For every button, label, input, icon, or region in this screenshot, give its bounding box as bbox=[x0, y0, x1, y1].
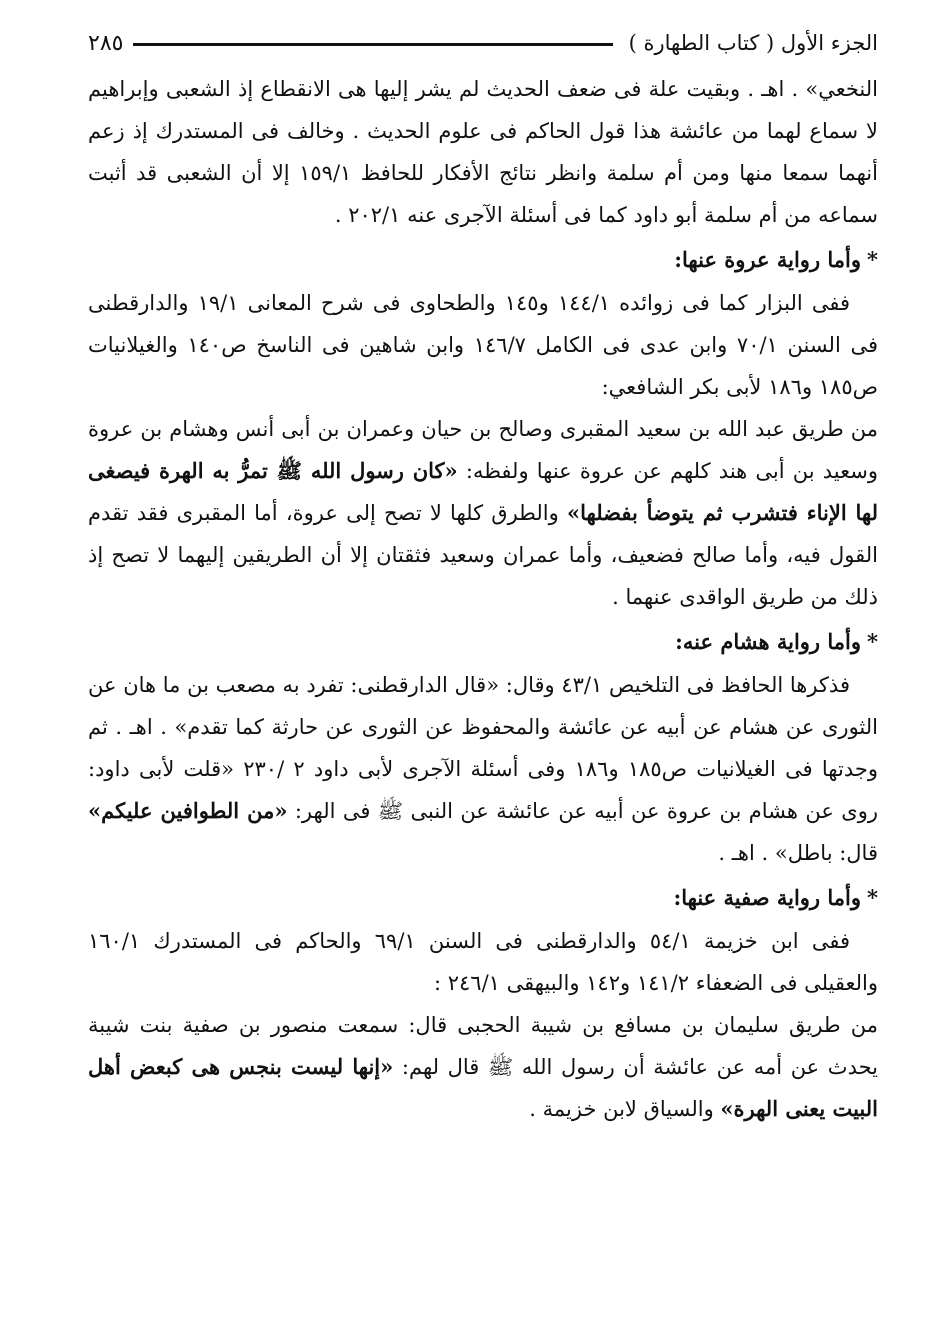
paragraph-text: فذكرها الحافظ فى التلخيص ٤٣/١ وقال: «قال الدارقطنى: تفرد به مصعب بن ما هان عن الثورى عن هشام عن أبيه عن عائشة والمحفوظ عن الثورى عن حارثة كما تقدم» . اهـ . ثم وجدتها فى الغيلانيات ص١٨٥ و١٨٦ وفى أسئلة الآجرى لأبى داود ٢ /٢٣٠ «قلت لأبى داود: روى عن هشام بن عروة عن أبيه عن عائشة عن النبى ﷺ فى الهر: bbox=[88, 673, 878, 823]
hadith-quote: «من الطوافين عليكم» bbox=[88, 798, 288, 823]
paragraph-text: من طريق عبد الله بن سعيد المقبرى وصالح بن حيان وعمران بن أبى أنس وهشام بن عروة وسعيد بن أبى هند كلهم عن عروة عنها ولفظه: bbox=[88, 417, 878, 483]
paragraph-urwa-sources bbox=[88, 282, 878, 408]
paragraph-text: قال: باطل» . اهـ . bbox=[718, 841, 878, 865]
page-header bbox=[88, 18, 878, 68]
paragraph-urwa-chains bbox=[88, 408, 878, 618]
paragraph-hisham bbox=[88, 664, 878, 874]
star-marker: * bbox=[867, 885, 878, 910]
paragraph-safiyya-sources bbox=[88, 920, 878, 1004]
star-marker: * bbox=[867, 247, 878, 272]
star-marker: * bbox=[867, 629, 878, 654]
heading-text: وأما رواية صفية عنها: bbox=[673, 885, 862, 910]
heading-text: وأما رواية عروة عنها: bbox=[674, 247, 862, 272]
paragraph-text: والطرق كلها لا تصح إلى عروة، أما المقبرى فقد تقدم القول فيه، وأما صالح فضعيف، وأما عمران وسعيد فثقتان إلا أن الطريقين إليهما لا تصح إذ ذلك من طريق الواقدى عنهما . bbox=[88, 501, 878, 609]
section-heading-urwa bbox=[88, 238, 878, 282]
paragraph-text: ففى ابن خزيمة ٥٤/١ والدارقطنى فى السنن ٦٩/١ والحاكم فى المستدرك ١٦٠/١ والعقيلى فى الضعفاء ١٤١/٢ و١٤٢ والبيهقى ٢٤٦/١ : bbox=[88, 929, 878, 995]
paragraph-text: والسياق لابن خزيمة . bbox=[529, 1097, 721, 1121]
hadith-quote: «إنها ليست بنجس هى كبعض أهل البيت يعنى الهرة» bbox=[88, 1054, 878, 1121]
section-heading-safiyya bbox=[88, 876, 878, 920]
section-heading-hisham bbox=[88, 620, 878, 664]
page bbox=[88, 18, 878, 1308]
heading-text: وأما رواية هشام عنه: bbox=[675, 629, 862, 654]
body-text bbox=[88, 68, 878, 1130]
paragraph-text: من طريق سليمان بن مسافع بن شيبة الحجبى قال: سمعت منصور بن صفية بنت شيبة يحدث عن أمه عن عائشة أن رسول الله ﷺ قال لهم: bbox=[88, 1013, 879, 1079]
paragraph-safiyya-chain bbox=[88, 1004, 878, 1130]
page-number: ٢٨٥ bbox=[88, 30, 124, 56]
paragraph-text: النخعي» . اهـ . وبقيت علة فى ضعف الحديث لم يشر إليها هى الانقطاع إذ الشعبى وإبراهيم لا سماع لهما من عائشة هذا قول الحاكم فى علوم الحديث . وخالف فى المستدرك إذ زعم أنهما سمعا منها ومن أم سلمة وانظر نتائج الأفكار للحافظ ١٥٩/١ إلا أن الشعبى قد أثبت سماعه من أم سلمة أبو داود كما فى أسئلة الآجرى عنه ٢٠٢/١ . bbox=[88, 77, 878, 227]
running-title: الجزء الأول ( كتاب الطهارة ) bbox=[628, 31, 878, 55]
paragraph-continuation bbox=[88, 68, 878, 236]
hadith-quote: «كان رسول الله ﷺ تمرُّ به الهرة فيصغى لها الإناء فتشرب ثم يتوضأ بفضلها» bbox=[88, 458, 879, 525]
header-rule bbox=[133, 43, 612, 46]
paragraph-text: ففى البزار كما فى زوائده ١٤٤/١ و١٤٥ والطحاوى فى شرح المعانى ١٩/١ والدارقطنى فى السنن ٧٠/١ وابن عدى فى الكامل ١٤٦/٧ وابن شاهين فى الناسخ ص١٤٠ والغيلانيات ص١٨٥ و١٨٦ لأبى بكر الشافعي: bbox=[88, 291, 878, 399]
